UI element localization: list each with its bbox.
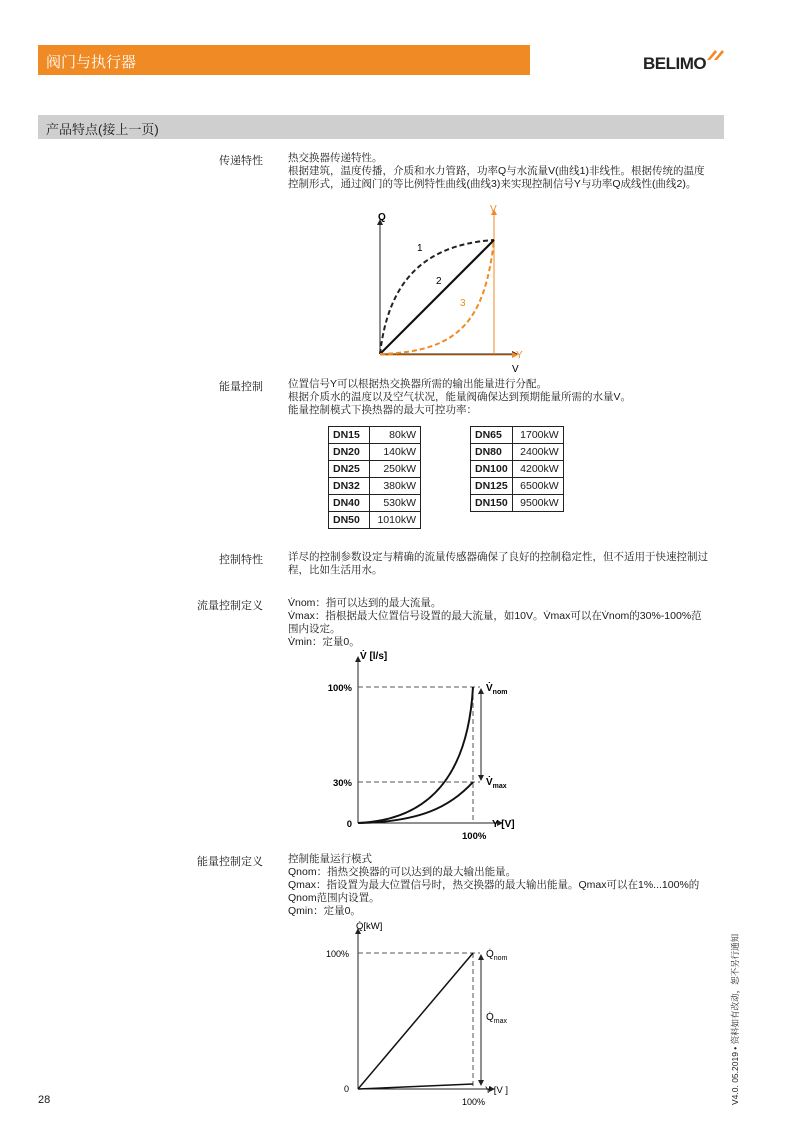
- energy-line-nom: [358, 953, 473, 1089]
- table-row: [329, 461, 421, 478]
- vnom-label: $V̇_{nom}$: [486, 683, 508, 696]
- header-title: 阀门与执行器: [46, 54, 137, 71]
- control-text: [288, 551, 724, 577]
- section-title: 产品特点(接上一页): [46, 122, 159, 137]
- kw-cell: 380kW: [370, 478, 421, 495]
- energy-text: [288, 378, 724, 417]
- transfer-text: [288, 152, 724, 191]
- qmax-label: $Q̇_{max}$: [486, 1012, 508, 1025]
- curve-2-line: [380, 240, 494, 354]
- table-row: [471, 444, 564, 461]
- kw-cell: 140kW: [370, 444, 421, 461]
- header-bar: [38, 45, 530, 75]
- flow-curve-max: [358, 782, 473, 823]
- vertical-note-text: V4.0. 05.2019 • 资料如有改动，恕不另行通知: [730, 933, 740, 1105]
- dn-cell: DN100: [471, 461, 513, 478]
- dn-cell: DN65: [471, 427, 513, 444]
- energy-x-axis-label: Y [V ]: [485, 1085, 509, 1096]
- table-row: [471, 427, 564, 444]
- energy-tick-0: 0: [343, 1084, 349, 1094]
- table-row: [329, 512, 421, 529]
- kw-cell: 6500kW: [512, 478, 563, 495]
- dn-cell: DN150: [471, 495, 513, 512]
- capacity-table-left: [328, 426, 421, 529]
- section-header: [38, 115, 724, 139]
- table-row: [471, 461, 564, 478]
- flowdef-line-2: V̇max：指根据最大位置信号设置的最大流量，如10V。V̇max可以在V̇nom的30%-100%范: [288, 610, 702, 622]
- flow-curve-nom: [358, 687, 473, 823]
- transfer-label: 传递特性: [219, 155, 263, 167]
- logo-text: BELIMO: [643, 54, 707, 73]
- transfer-line-3: 控制形式，通过阀门的等比例特性曲线(曲线3)来实现控制信号Y与功率Q成线性(曲线2)。: [288, 178, 697, 190]
- table-row: [471, 478, 564, 495]
- kw-cell: 9500kW: [512, 495, 563, 512]
- flow-tick-100: 100%: [327, 683, 352, 694]
- kw-cell: 4200kW: [512, 461, 563, 478]
- axis-y-label: Y: [516, 350, 523, 361]
- dn-cell: DN80: [471, 444, 513, 461]
- kw-cell: 2400kW: [512, 444, 563, 461]
- energy-line-2: 根据介质水的温度以及空气状况，能量阀确保达到预期能量所需的水量V。: [288, 391, 632, 403]
- flowdef-text: [288, 597, 724, 649]
- energydef-label: 能量控制定义: [197, 856, 263, 868]
- dn-cell: DN40: [329, 495, 370, 512]
- axis-q-label: Q: [378, 212, 386, 223]
- flow-chart: [320, 645, 530, 845]
- vertical-note: [729, 933, 743, 1105]
- curve-1-label: 1: [417, 243, 423, 254]
- energydef-line-2: Qnom：指热交换器的可以达到的最大输出能量。: [288, 866, 517, 878]
- capacity-table-right: [470, 426, 564, 512]
- transfer-line-1: 热交换器传递特性。: [288, 152, 383, 164]
- vmax-label: $V̇_{max}$: [486, 777, 507, 790]
- dn-cell: DN125: [471, 478, 513, 495]
- qnom-label: $Q̇_{nom}$: [486, 949, 508, 962]
- dn-cell: DN20: [329, 444, 370, 461]
- curve-2-label: 2: [436, 276, 442, 287]
- table-row: [471, 495, 564, 512]
- table-row: [329, 478, 421, 495]
- dn-cell: DN25: [329, 461, 370, 478]
- kw-cell: 250kW: [370, 461, 421, 478]
- flowdef-label: 流量控制定义: [197, 600, 263, 612]
- table-row: [329, 444, 421, 461]
- flow-y-axis-label: V̇ [l/s]: [360, 651, 388, 662]
- control-label: 控制特性: [219, 554, 263, 566]
- energy-tick-100: 100%: [325, 949, 349, 959]
- control-line-2: 程，比如生活用水。: [288, 564, 383, 576]
- control-line-1: 详尽的控制参数设定与精确的流量传感器确保了良好的控制稳定性，但不适用于快速控制过: [288, 551, 708, 563]
- flowdef-line-3: 围内设定。: [288, 623, 341, 635]
- belimo-logo: [643, 48, 725, 76]
- dn-cell: DN50: [329, 512, 370, 529]
- energy-line-1: 位置信号Y可以根据热交换器所需的输出能量进行分配。: [288, 378, 548, 390]
- table-row: [329, 427, 421, 444]
- energydef-line-5: Qmin：定量0。: [288, 905, 361, 917]
- transfer-chart: [360, 200, 535, 380]
- kw-cell: 530kW: [370, 495, 421, 512]
- flowdef-line-1: V̇nom：指可以达到的最大流量。: [288, 597, 442, 609]
- energy-label: 能量控制: [219, 381, 263, 393]
- energy-chart: [320, 917, 530, 1113]
- axis-v-bottom-label: V: [512, 364, 519, 375]
- flow-x-axis-label: Y [V]: [492, 819, 515, 830]
- energy-line-3: 能量控制模式下换热器的最大可控功率：: [288, 404, 477, 416]
- flow-tick-30: 30%: [332, 778, 352, 789]
- energy-line-min: [358, 1084, 473, 1089]
- axis-v-top-label: V: [490, 204, 497, 215]
- logo-mark-icon: [705, 48, 725, 62]
- energydef-line-1: 控制能量运行模式: [288, 853, 372, 865]
- flow-tick-0: 0: [346, 819, 352, 830]
- kw-cell: 1010kW: [370, 512, 421, 529]
- dn-cell: DN32: [329, 478, 370, 495]
- transfer-line-2: 根据建筑，温度传播，介质和水力管路，功率Q与水流量V(曲线1)非线性。根据传统的温度: [288, 165, 705, 177]
- energy-x-tick-100: 100%: [462, 1097, 486, 1107]
- kw-cell: 80kW: [370, 427, 421, 444]
- dn-cell: DN15: [329, 427, 370, 444]
- table-row: [329, 495, 421, 512]
- energydef-line-4: Qnom范围内设置。: [288, 892, 380, 904]
- energy-y-axis-label: Q̇[kW]: [356, 921, 383, 932]
- curve-3-label: 3: [460, 298, 466, 309]
- kw-cell: 1700kW: [512, 427, 563, 444]
- energydef-text: [288, 853, 724, 918]
- page-number: 28: [38, 1094, 51, 1106]
- flow-x-tick-100: 100%: [462, 831, 487, 842]
- energydef-line-3: Qmax：指设置为最大位置信号时，热交换器的最大输出能量。Qmax可以在1%...100%的: [288, 879, 700, 891]
- flowdef-line-4: V̇min：定量0。: [288, 636, 360, 648]
